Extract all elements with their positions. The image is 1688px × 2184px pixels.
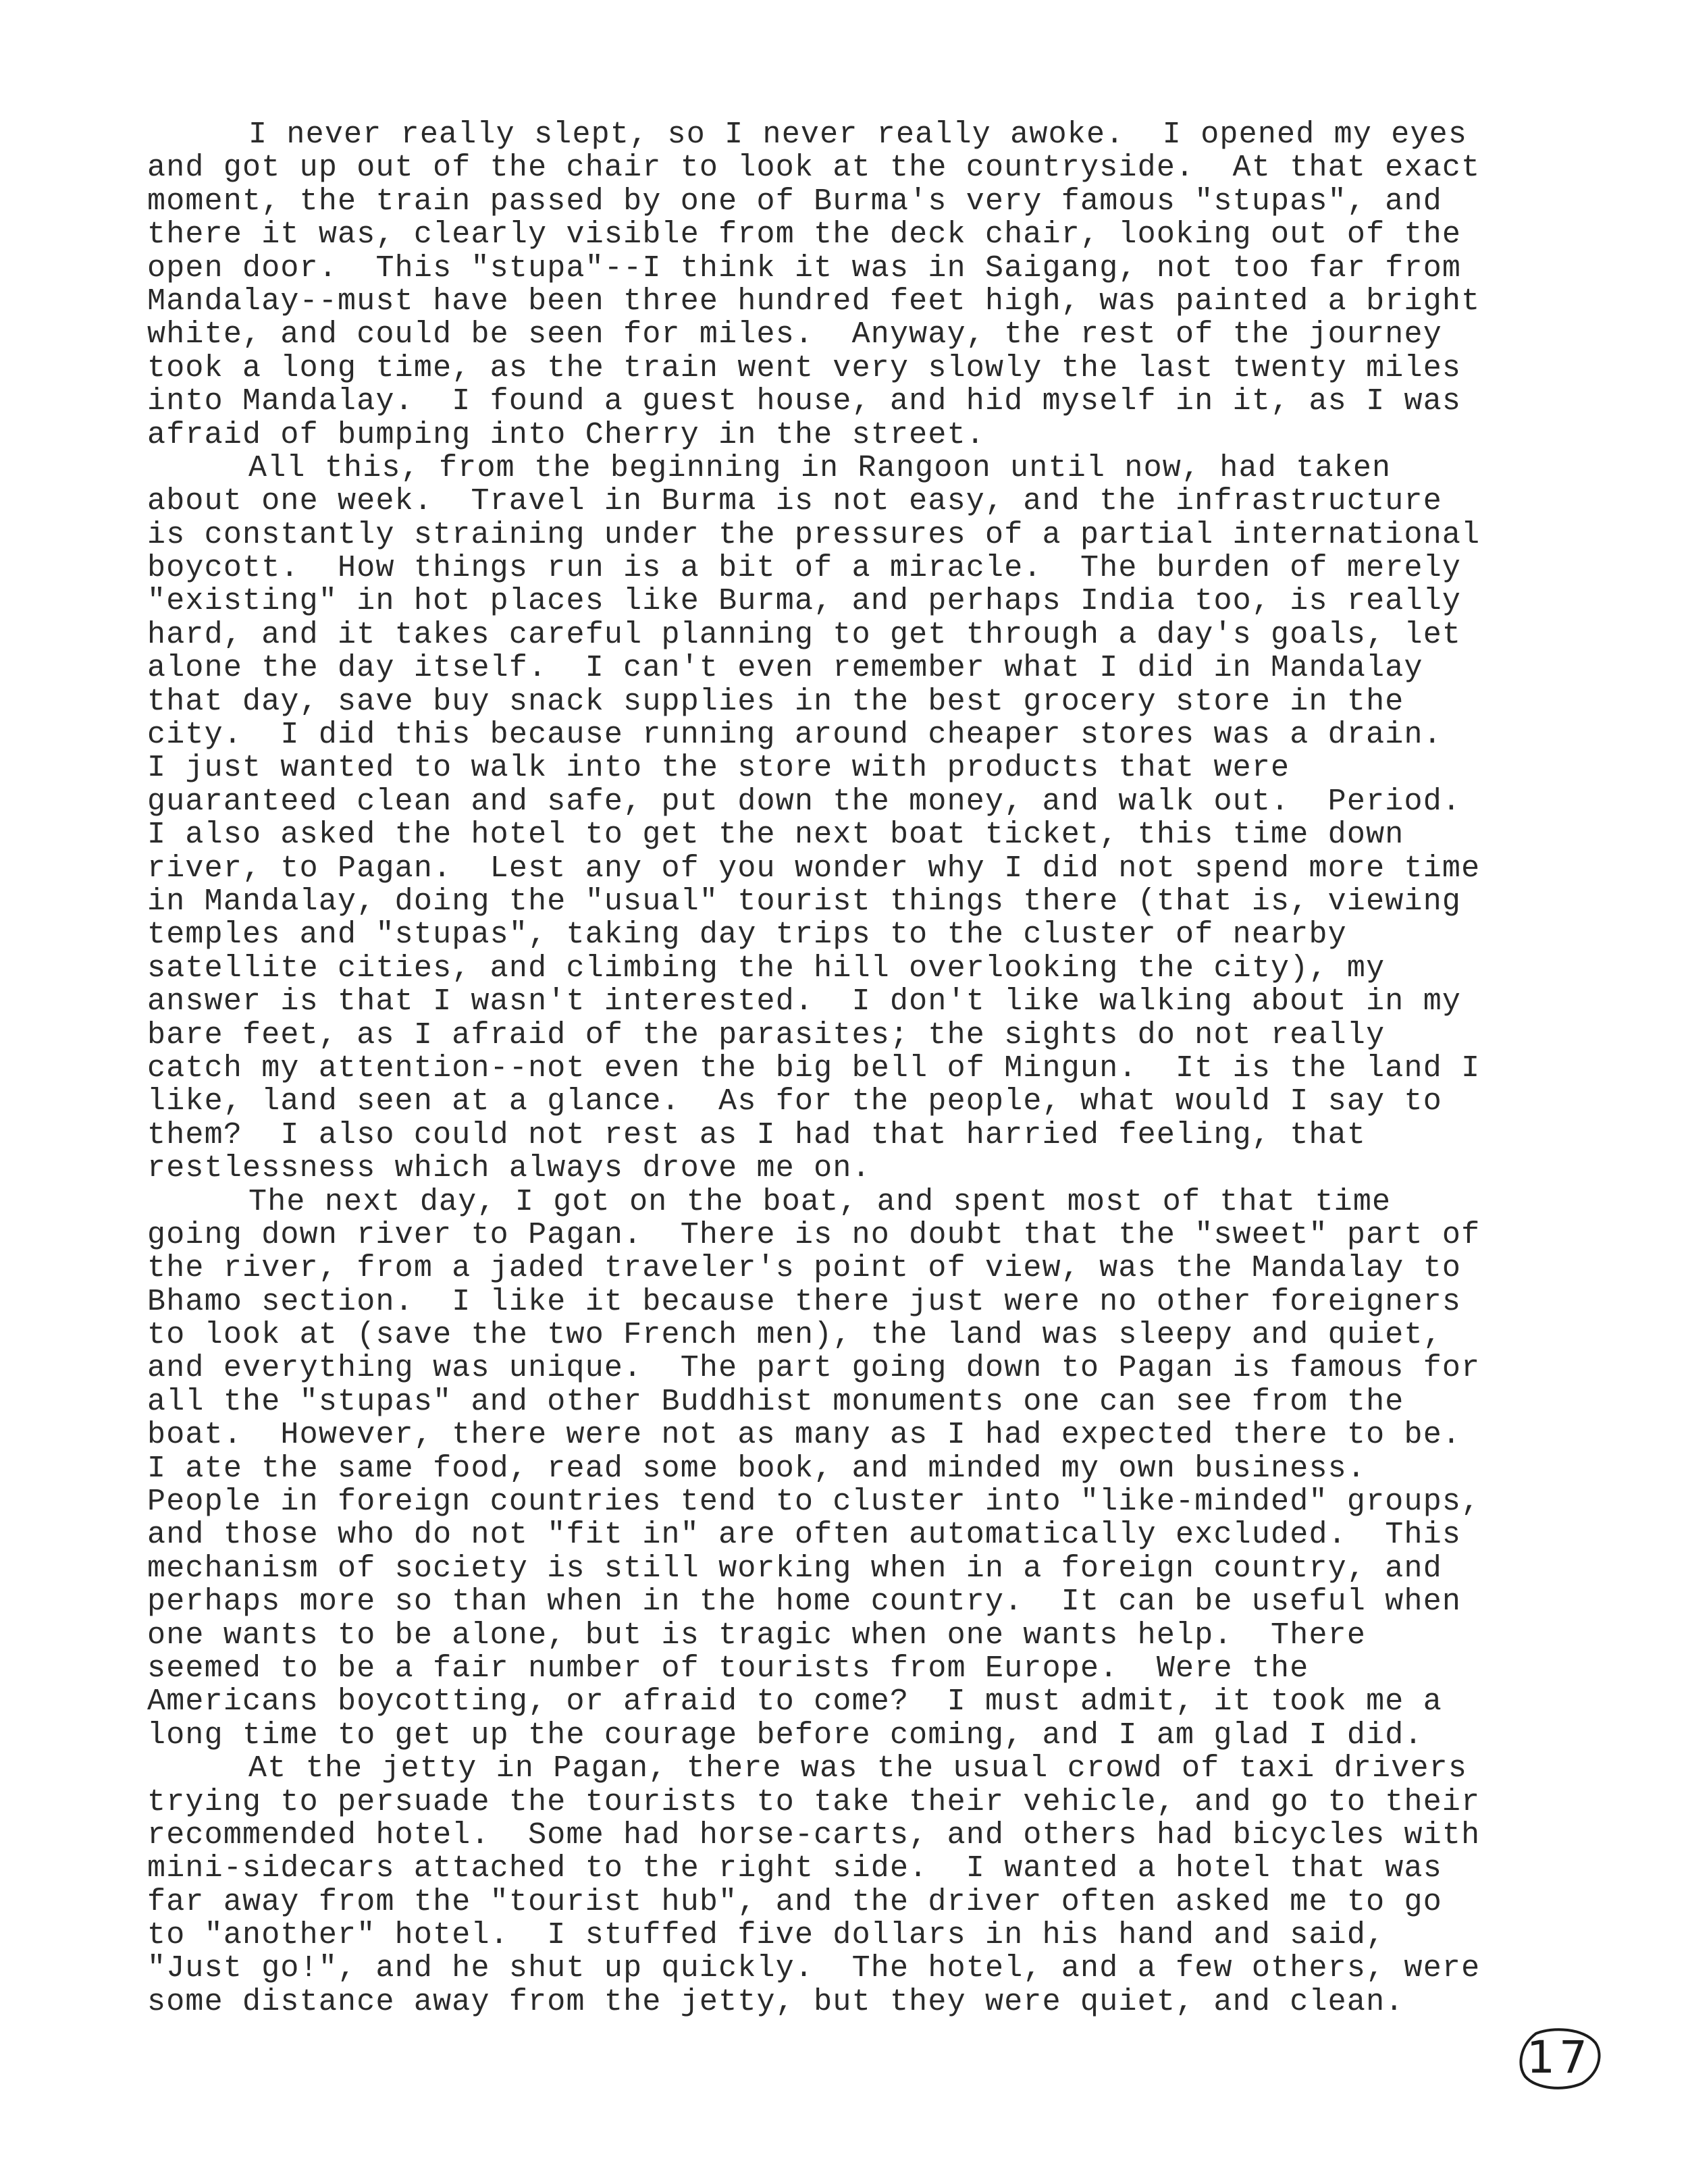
page-number xyxy=(1516,2025,1602,2090)
paragraph-2-line: satellite cities, and climbing the hill overlooking the city), my xyxy=(147,951,1386,986)
paragraph-3-line: perhaps more so than when in the home country. It can be useful when xyxy=(147,1584,1462,1620)
paragraph-2-line: temples and "stupas", taking day trips to the cluster of nearby xyxy=(147,917,1347,953)
paragraph-1-line: open door. This "stupa"--I think it was in Saigang, not too far from xyxy=(147,250,1462,286)
paragraph-1-line: into Mandalay. I found a guest house, and hid myself in it, as I was xyxy=(147,384,1462,419)
paragraph-2-line: I also asked the hotel to get the next boat ticket, this time down xyxy=(147,818,1404,853)
paragraph-2-line: in Mandalay, doing the "usual" tourist things there (that is, viewing xyxy=(147,884,1462,919)
paragraph-4-line: recommended hotel. Some had horse-carts, and others had bicycles with xyxy=(147,1817,1481,1853)
paragraph-4-line: "Just go!", and he shut up quickly. The hotel, and a few others, were xyxy=(147,1951,1481,1986)
paragraph-3-line: going down river to Pagan. There is no doubt that the "sweet" part of xyxy=(147,1217,1481,1252)
paragraph-2-line: answer is that I wasn't interested. I don't like walking about in my xyxy=(147,984,1462,1019)
paragraph-1-line: I never really slept, so I never really awoke. I opened my eyes xyxy=(248,117,1468,152)
paragraph-1-line: afraid of bumping into Cherry in the street. xyxy=(147,417,985,452)
paragraph-3-line: and those who do not "fit in" are often automatically excluded. This xyxy=(147,1518,1462,1553)
paragraph-1-line: Mandalay--must have been three hundred feet high, was painted a bright xyxy=(147,284,1481,319)
paragraph-2-line: guaranteed clean and safe, put down the money, and walk out. Period. xyxy=(147,784,1462,819)
paragraph-1-line: white, and could be seen for miles. Anyway, the rest of the journey xyxy=(147,317,1442,352)
paragraph-4-line: far away from the "tourist hub", and the driver often asked me to go xyxy=(147,1884,1442,1919)
paragraph-2-line: them? I also could not rest as I had that harried feeling, that xyxy=(147,1117,1367,1152)
paragraph-2-line: I just wanted to walk into the store with products that were xyxy=(147,751,1290,786)
paragraph-3-line: one wants to be alone, but is tragic when one wants help. There xyxy=(147,1618,1367,1653)
paragraph-3-line: all the "stupas" and other Buddhist monuments one can see from the xyxy=(147,1384,1404,1419)
paragraph-2-line: like, land seen at a glance. As for the people, what would I say to xyxy=(147,1084,1442,1119)
paragraph-3-line: to look at (save the two French men), the land was sleepy and quiet, xyxy=(147,1318,1442,1353)
paragraph-4-line: trying to persuade the tourists to take their vehicle, and go to their xyxy=(147,1784,1481,1819)
paragraph-2-line: boycott. How things run is a bit of a miracle. The burden of merely xyxy=(147,551,1462,586)
paragraph-2-line: restlessness which always drove me on. xyxy=(147,1151,871,1186)
paragraph-4-line: mini-sidecars attached to the right side. I wanted a hotel that was xyxy=(147,1851,1442,1886)
body-text xyxy=(147,118,1552,2019)
paragraph-4-line: At the jetty in Pagan, there was the usual crowd of taxi drivers xyxy=(248,1751,1468,1786)
paragraph-1-line: and got up out of the chair to look at the countryside. At that exact xyxy=(147,151,1481,186)
paragraph-2-line: catch my attention--not even the big bell of Mingun. It is the land I xyxy=(147,1050,1481,1086)
paragraph-3-line: and everything was unique. The part going down to Pagan is famous for xyxy=(147,1351,1481,1386)
paragraph-1-line: moment, the train passed by one of Burma's very famous "stupas", and xyxy=(147,184,1442,219)
paragraph-2-line: "existing" in hot places like Burma, and perhaps India too, is really xyxy=(147,584,1462,619)
paragraph-4-line: to "another" hotel. I stuffed five dollars in his hand and said, xyxy=(147,1918,1386,1953)
paragraph-2-line: bare feet, as I afraid of the parasites; the sights do not really xyxy=(147,1017,1386,1053)
paragraph-3-line: Bhamo section. I like it because there just were no other foreigners xyxy=(147,1284,1462,1319)
paragraph-3-line: long time to get up the courage before coming, and I am glad I did. xyxy=(147,1717,1423,1753)
paragraph-2-line: All this, from the beginning in Rangoon until now, had taken xyxy=(248,450,1392,485)
paragraph-2-line: alone the day itself. I can't even remember what I did in Mandalay xyxy=(147,651,1423,686)
paragraph-2-line: city. I did this because running around cheaper stores was a drain. xyxy=(147,718,1442,753)
paragraph-1-line: took a long time, as the train went very slowly the last twenty miles xyxy=(147,350,1462,385)
paragraph-3-line: The next day, I got on the boat, and spent most of that time xyxy=(248,1184,1392,1219)
paragraph-2-line: about one week. Travel in Burma is not easy, and the infrastructure xyxy=(147,484,1442,519)
paragraph-3-line: mechanism of society is still working when in a foreign country, and xyxy=(147,1551,1442,1586)
paragraph-3-line: I ate the same food, read some book, and minded my own business. xyxy=(147,1451,1367,1486)
paragraph-1-line: there it was, clearly visible from the deck chair, looking out of the xyxy=(147,217,1462,252)
paragraph-2-line: hard, and it takes careful planning to get through a day's goals, let xyxy=(147,617,1462,652)
paragraph-3-line: boat. However, there were not as many as I had expected there to be. xyxy=(147,1418,1462,1453)
paragraph-3-line: the river, from a jaded traveler's point of view, was the Mandalay to xyxy=(147,1251,1462,1286)
paragraph-4-line: some distance away from the jetty, but they were quiet, and clean. xyxy=(147,1984,1404,2019)
paragraph-3-line: Americans boycotting, or afraid to come? I must admit, it took me a xyxy=(147,1684,1442,1720)
paragraph-3-line: People in foreign countries tend to cluster into "like-minded" groups, xyxy=(147,1485,1481,1520)
paragraph-2-line: that day, save buy snack supplies in the best grocery store in the xyxy=(147,684,1404,719)
paragraph-2-line: is constantly straining under the pressures of a partial international xyxy=(147,517,1481,552)
page-number-text: 17 xyxy=(1527,2031,1591,2083)
paragraph-3-line: seemed to be a fair number of tourists from Europe. Were the xyxy=(147,1651,1309,1686)
paragraph-2-line: river, to Pagan. Lest any of you wonder why I did not spend more time xyxy=(147,851,1481,886)
